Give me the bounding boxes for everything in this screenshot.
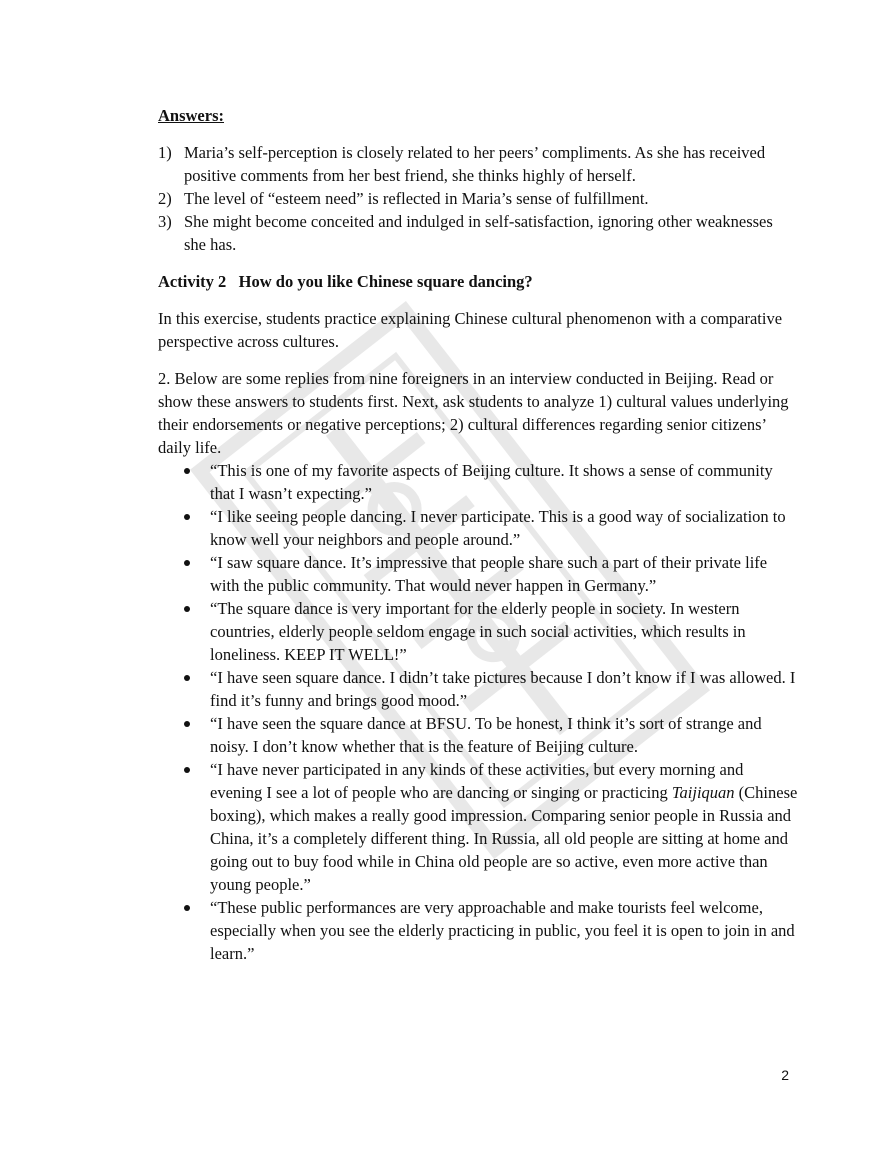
quote-text: “I like seeing people dancing. I never participate. This is a good way of socialization to know well your neighbors and people around.”	[210, 507, 786, 549]
bullet-icon	[184, 560, 190, 566]
answers-list	[158, 141, 798, 256]
quote-text: “I have seen square dance. I didn’t take pictures because I don’t know if I was allowed. I find it’s funny and brings good mood.”	[210, 668, 796, 710]
quote-text-end: (Chinese boxing), which makes a really good impression. Comparing senior people in Russia and China, it’s a completely different thing. In Russia, all old people are sitting at home and going out to buy food while in China old people are so active, even more active than young people.”	[210, 783, 798, 894]
answer-item	[158, 187, 798, 210]
activity-heading: Activity 2 How do you like Chinese square dancing?	[158, 272, 533, 291]
quote-text: “I have seen the square dance at BFSU. To be honest, I think it’s sort of strange and noisy. I don’t know whether that is the feature of Beijing culture.	[210, 714, 762, 756]
quote-text-start: “I have never participated in any kinds of these activities, but every morning and evening I see a lot of people who are dancing or singing or practicing	[210, 760, 744, 802]
bullet-icon	[184, 721, 190, 727]
answers-heading: Answers:	[158, 106, 224, 125]
answer-number: 1)	[158, 143, 172, 162]
bullet-icon	[184, 606, 190, 612]
bullet-icon	[184, 468, 190, 474]
quote-item	[158, 597, 798, 666]
answer-number: 3)	[158, 212, 172, 231]
quote-text: “This is one of my favorite aspects of Beijing culture. It shows a sense of community that I wasn’t expecting.”	[210, 461, 773, 503]
quotes-list	[158, 459, 798, 965]
quote-text: “I saw square dance. It’s impressive that people share such a part of their private life with the public community. That would never happen in Germany.”	[210, 553, 768, 595]
page-number: 2	[781, 1067, 789, 1083]
bullet-icon	[184, 767, 190, 773]
quote-item	[158, 896, 798, 965]
quote-item	[158, 712, 798, 758]
quote-item	[158, 551, 798, 597]
bullet-icon	[184, 905, 190, 911]
document-content	[158, 104, 798, 965]
answer-item	[158, 141, 798, 187]
activity-intro: In this exercise, students practice explaining Chinese cultural phenomenon with a comparative perspective across cultures.	[158, 309, 783, 351]
answer-text: The level of “esteem need” is reflected in Maria’s sense of fulfillment.	[184, 189, 649, 208]
quote-text	[210, 760, 797, 894]
quote-italic-term: Taijiquan	[671, 783, 735, 802]
quote-text: “The square dance is very important for the elderly people in society. In western countries, elderly people seldom engage in such social activities, which results in loneliness. KEEP IT WELL!”	[210, 599, 746, 664]
quote-item	[158, 758, 798, 896]
quote-text: “These public performances are very approachable and make tourists feel welcome, especially when you see the elderly practicing in public, you feel it is open to join in and learn.”	[210, 898, 795, 963]
activity-instructions: 2. Below are some replies from nine foreigners in an interview conducted in Beijing. Read or show these answers to students first. Next, ask students to analyze 1) cultural values underlying their endorsements or negative perceptions; 2) cultural differences regarding senior citizens’ daily life.	[158, 369, 789, 457]
quote-item	[158, 666, 798, 712]
answer-item	[158, 210, 798, 256]
answer-text: She might become conceited and indulged in self-satisfaction, ignoring other weaknesses she has.	[184, 212, 773, 254]
bullet-icon	[184, 675, 190, 681]
bullet-icon	[184, 514, 190, 520]
quote-item	[158, 505, 798, 551]
answer-text: Maria’s self-perception is closely related to her peers’ compliments. As she has received positive comments from her best friend, she thinks highly of herself.	[184, 143, 766, 185]
quote-item	[158, 459, 798, 505]
answer-number: 2)	[158, 189, 172, 208]
